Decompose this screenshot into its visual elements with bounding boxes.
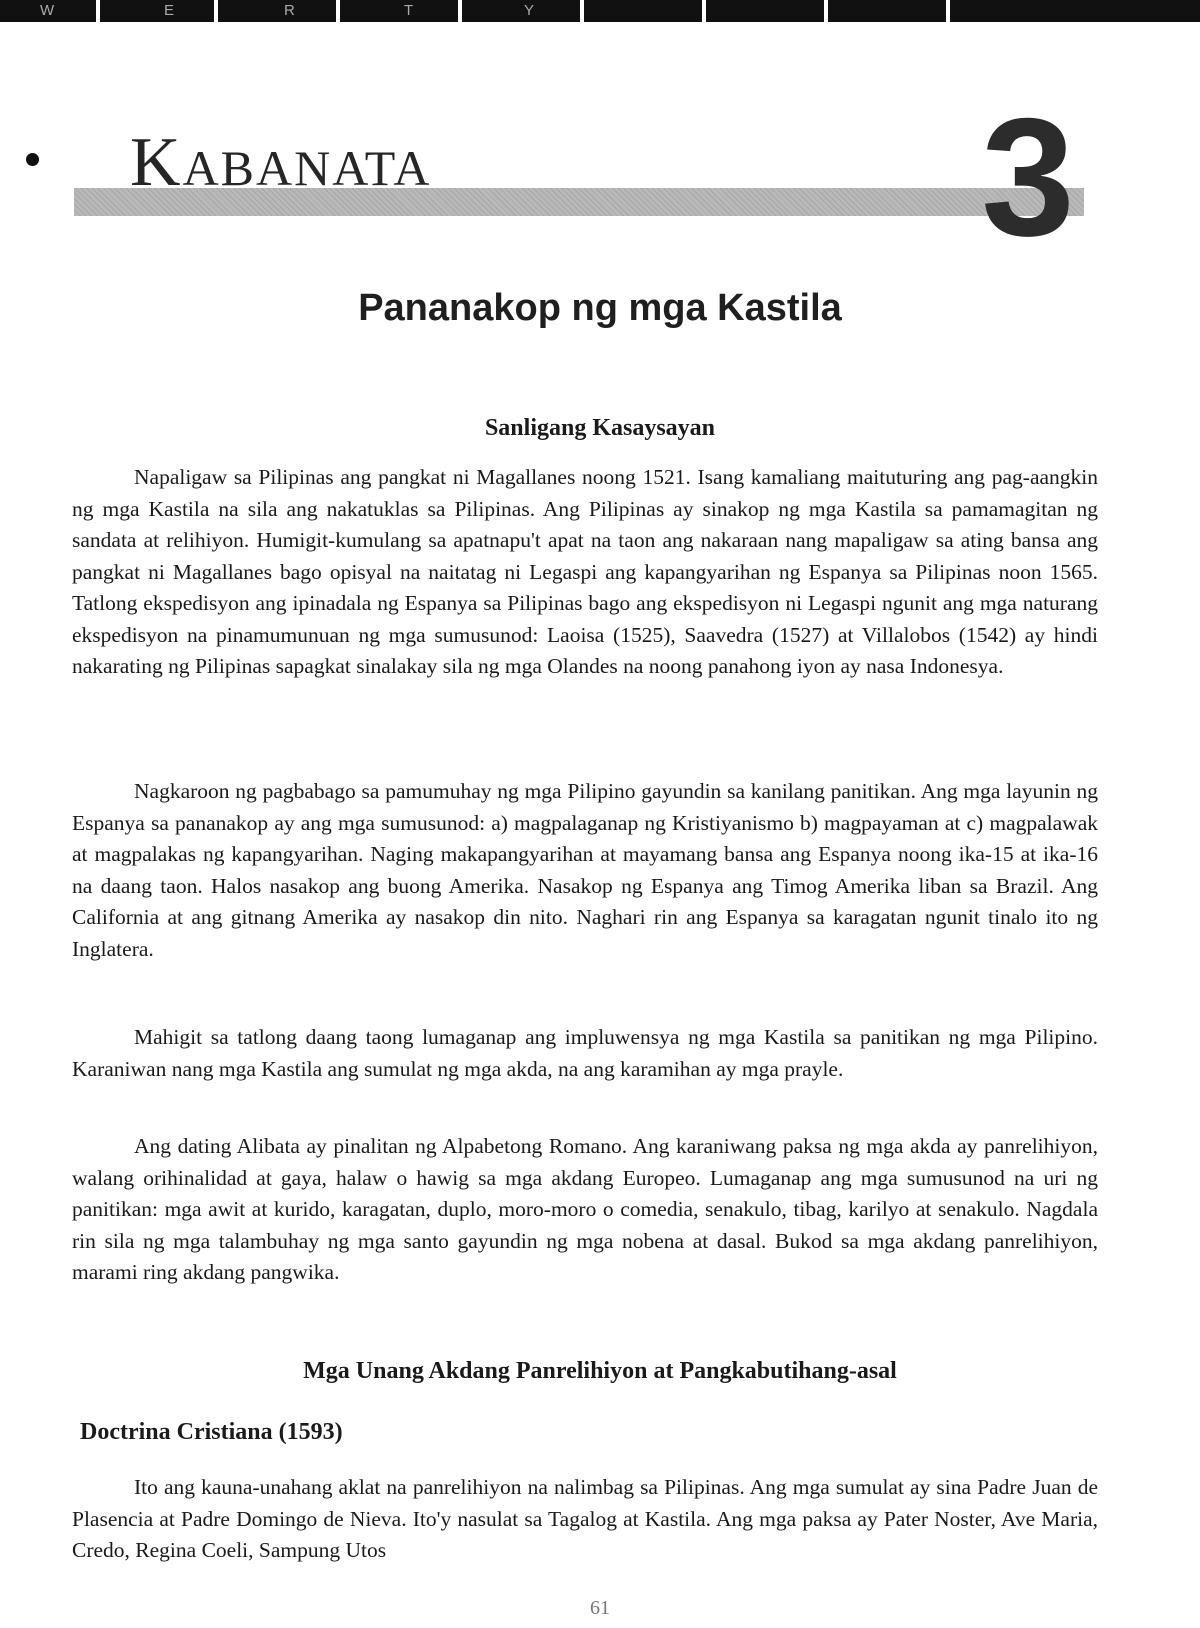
- body-paragraph: Ito ang kauna-unahang aklat na panrelihiyon na nalimbag sa Pilipinas. Ang mga sumulat ay sina Padre Juan de Plasencia at Padre Domingo de Nieva. Ito'y nasulat sa Tagalog at Kastila. Ang mga paksa ay Pater Noster, Ave Maria, Credo, Regina Coeli, Sampung Utos: [72, 1475, 1098, 1562]
- strip-divider: [336, 0, 340, 22]
- strip-divider: [702, 0, 706, 22]
- section-heading: Mga Unang Akdang Panrelihiyon at Pangkabutihang-asal: [303, 1358, 897, 1384]
- strip-letter: Y: [524, 2, 535, 19]
- strip-divider: [824, 0, 828, 22]
- strip-letter: E: [164, 2, 175, 19]
- body-paragraph: Napaligaw sa Pilipinas ang pangkat ni Magallanes noong 1521. Isang kamaliang maituturing ang pag-aangkin ng mga Kastila na sila ang nakatuklas sa Pilipinas. Ang Pilipinas ay sinakop ng mga Kastila sa pamamagitan ng sandata at relihiyon. Humigit-kumulang sa apatnapu't apat na taon ang nakaraan nang mapaligaw sa ating bansa ang pangkat ni Magallanes bago opisyal na naitatag ni Legaspi ang kapangyarihan ng Espanya sa Pilipinas noon 1565. Tatlong ekspedisyon ang ipinadala ng Espanya sa Pilipinas bago ang ekspedisyon ni Legaspi ngunit ang mga naturang ekspedisyon na pinamumunuan ng mga sumusunod: Laoisa (1525), Saavedra (1527) at Villalobos (1542) ay hindi nakarating ng Pilipinas sapagkat sinalakay sila ng mga Olandes na noong panahong iyon ay nasa Indonesya.: [72, 465, 1098, 678]
- page-number: 61: [590, 1597, 610, 1619]
- strip-letter: R: [284, 2, 295, 19]
- strip-letter: W: [40, 2, 55, 19]
- chapter-number: 3: [981, 83, 1075, 271]
- header-strip: [0, 0, 1200, 22]
- strip-divider: [946, 0, 950, 22]
- section-heading: Sanligang Kasaysayan: [484, 415, 716, 441]
- strip-divider: [458, 0, 462, 22]
- chapter-label: [130, 123, 431, 208]
- strip-letter: T: [404, 2, 414, 19]
- bullet-mark: [26, 153, 39, 166]
- strip-divider: [96, 0, 100, 22]
- body-paragraph: Ang dating Alibata ay pinalitan ng Alpabetong Romano. Ang karaniwang paksa ng mga akda ay panrelihiyon, walang orihinalidad at gaya, halaw o hawig sa mga akdang Europeo. Lumaganap ang mga sumusunod na uri ng panitikan: mga awit at kurido, karagatan, duplo, moro-moro o comedia, senakulo, tibag, karilyo at senakulo. Nagdala rin sila ng mga talambuhay ng mga santo gayundin ng mga nobena at dasal. Bukod sa mga akdang panrelihiyon, marami ring akdang pangwika.: [72, 1134, 1098, 1284]
- chapter-title: Pananakop ng mga Kastila: [358, 287, 842, 329]
- body-paragraph: Nagkaroon ng pagbabago sa pamumuhay ng mga Pilipino gayundin sa kanilang panitikan. Ang mga layunin ng Espanya sa pananakop ay ang mga sumusunod: a) magpalaganap ng Kristiyanismo b) magpayaman at c) magpalawak at magpalakas ng kapangyarihan. Naging makapangyarihan at mayamang bansa ang Espanya noong ika-15 at ika-16 na daang taon. Halos nasakop ang buong Amerika. Nasakop ng Espanya ang Timog Amerika liban sa Brazil. Ang California at ang gitnang Amerika ay nasakop din nito. Naghari rin ang Espanya sa karagatan ngunit tinalo ito ng Inglatera.: [72, 779, 1098, 961]
- chapter-label-initial: K: [130, 124, 183, 201]
- strip-divider: [214, 0, 218, 22]
- subheading: Doctrina Cristiana (1593): [80, 1419, 343, 1445]
- body-paragraph: Mahigit sa tatlong daang taong lumaganap ang impluwensya ng mga Kastila sa panitikan ng mga Pilipino. Karaniwan nang mga Kastila ang sumulat ng mga akda, na ang karamihan ay mga prayle.: [72, 1025, 1098, 1081]
- chapter-label-rest: ABANATA: [182, 140, 432, 196]
- strip-divider: [580, 0, 584, 22]
